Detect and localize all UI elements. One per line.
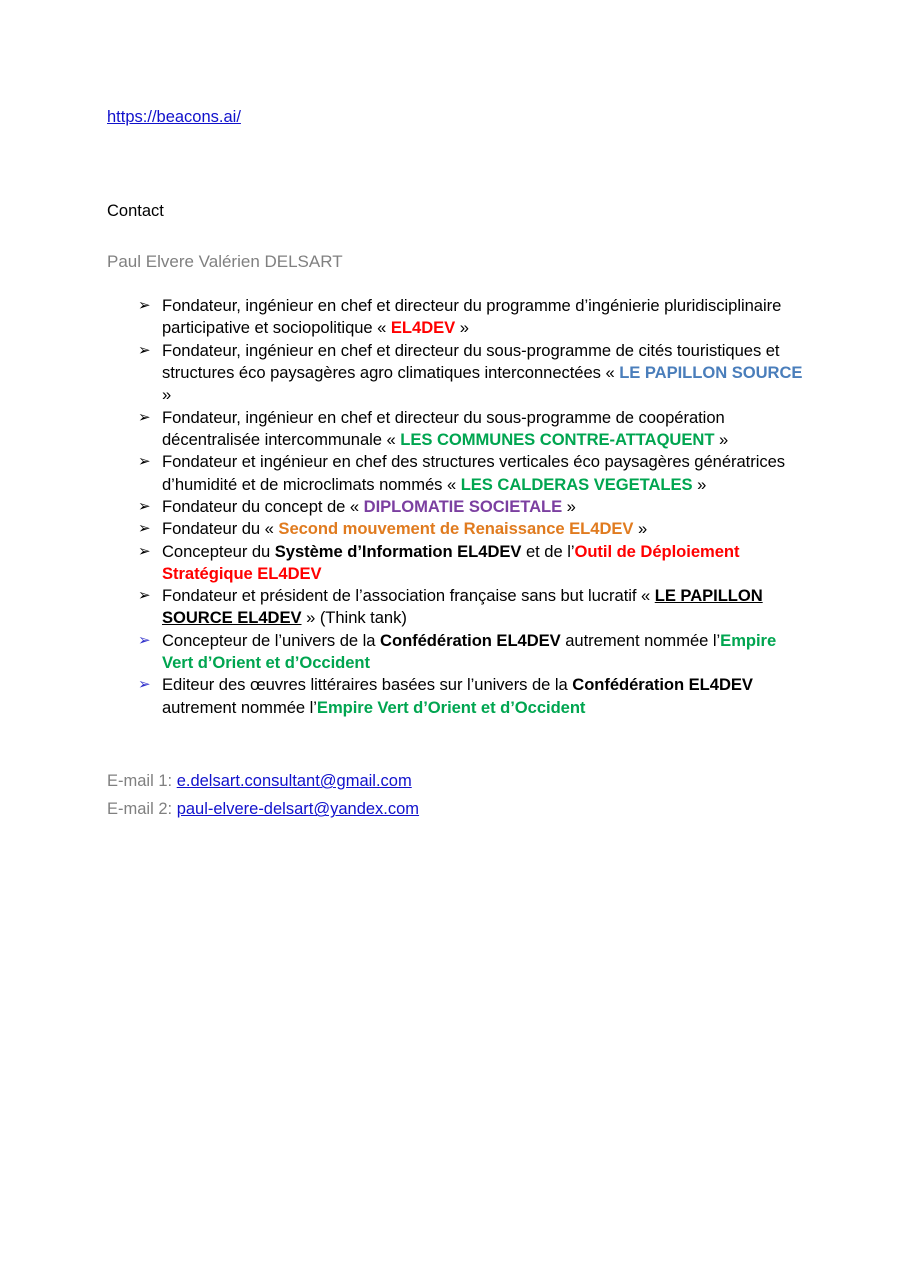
role-text-plain: Fondateur du « [162,519,279,539]
role-list-item [107,295,810,340]
role-text [162,675,753,716]
role-text [162,452,785,493]
email-row [107,767,810,795]
role-text-plain: » [562,496,576,516]
top-link-row [107,108,810,128]
beacons-profile-link[interactable]: https://beacons.ai/ [107,108,241,126]
role-text-red: EL4DEV [390,318,456,338]
emails-block [107,767,810,824]
role-text [162,408,728,449]
role-text [162,519,647,538]
email-link[interactable]: paul-elvere-delsart@yandex.com [176,800,420,819]
arrowhead-bullet-icon: ➢ [138,341,151,359]
role-list-item [107,541,810,586]
arrowhead-bullet-icon: ➢ [138,542,151,560]
arrowhead-bullet-icon: ➢ [138,497,151,515]
role-text-plain: Concepteur de l’univers de la [162,630,381,650]
role-text-plain: Fondateur du concept de « [162,496,364,516]
role-list-item [107,518,810,540]
role-text-blue2: LE PAPILLON SOURCE [619,363,803,382]
role-text-plain: Fondateur, ingénieur en chef et directeur du sous-programme de coopération décentralisée intercommunale « [162,407,725,449]
role-text-plain: » [714,429,729,449]
role-list-item [107,674,810,719]
role-text-b: Système d’Information EL4DEV [274,541,522,561]
role-text-plain: Fondateur, ingénieur en chef et directeur du programme d’ingénierie pluridisciplinaire participative et sociopolitique « [162,296,782,338]
role-text-bu: LE PAPILLON SOURCE EL4DEV [162,586,763,628]
role-text-plain: Fondateur, ingénieur en chef et directeur du sous-programme de cités touristiques et structures éco paysagères agro climatiques interconnectées « [162,340,780,382]
role-text-plain: » [455,318,469,338]
role-list-item [107,496,810,518]
role-list-item [107,630,810,675]
role-text-b: Confédération EL4DEV [572,675,753,695]
role-text-plain: Fondateur et président de l’association française sans but lucratif « [162,586,655,606]
role-text-green: Empire Vert d’Orient et d’Occident [316,697,586,717]
role-text [162,341,802,405]
role-text-green: LES CALDERAS VEGETALES [460,474,693,494]
arrowhead-bullet-icon: ➢ [138,676,151,694]
role-text-plain: Concepteur du [162,541,275,561]
spacer [107,128,810,202]
role-list-item [107,585,810,630]
roles-list [107,295,810,719]
role-text-green: Empire Vert d’Orient et d’Occident [162,630,777,673]
role-text-plain: autrement nommée l’ [162,697,317,717]
role-text-plain: Fondateur et ingénieur en chef des structures verticales éco paysagères génératrices d’humidité et de microclimats nommés « [162,452,786,494]
role-list-item [107,407,810,452]
person-name: Paul Elvere Valérien DELSART [107,251,343,271]
role-text-purple: DIPLOMATIE SOCIETALE [363,496,563,516]
contact-heading: Contact [107,201,164,220]
arrowhead-bullet-icon: ➢ [138,587,151,605]
role-text-plain: » [162,385,172,405]
role-text-plain: » [692,474,707,494]
role-text-plain: » [633,519,648,539]
arrowhead-bullet-icon: ➢ [138,297,151,315]
role-text-plain: et de l’ [521,541,575,561]
role-text [162,296,781,337]
role-text-plain: » (Think tank) [301,608,407,628]
role-text [162,497,576,516]
role-list-item [107,451,810,496]
spacer [107,222,810,252]
role-list-item [107,340,810,407]
email-label: E-mail 2: [107,800,177,819]
email-label: E-mail 1: [107,772,177,790]
role-text-red: Outil de Déploiement Stratégique EL4DEV [162,541,740,583]
role-text [162,542,739,583]
arrowhead-bullet-icon: ➢ [138,453,151,471]
role-text-plain: autrement nommée l’ [560,630,721,650]
role-text-plain: Editeur des œuvres littéraires basées sur l’univers de la [162,675,573,695]
role-text [162,586,763,627]
arrowhead-bullet-icon: ➢ [138,631,151,649]
role-text [162,631,776,672]
spacer [107,272,810,295]
arrowhead-bullet-icon: ➢ [138,408,151,426]
role-text-orange: Second mouvement de Renaissance EL4DEV [278,519,634,539]
email-row [107,795,810,823]
spacer [107,719,810,767]
arrowhead-bullet-icon: ➢ [138,520,151,538]
role-text-green: LES COMMUNES CONTRE-ATTAQUENT [400,429,715,449]
email-link[interactable]: e.delsart.consultant@gmail.com [176,772,412,790]
role-text-b: Confédération EL4DEV [380,630,561,650]
